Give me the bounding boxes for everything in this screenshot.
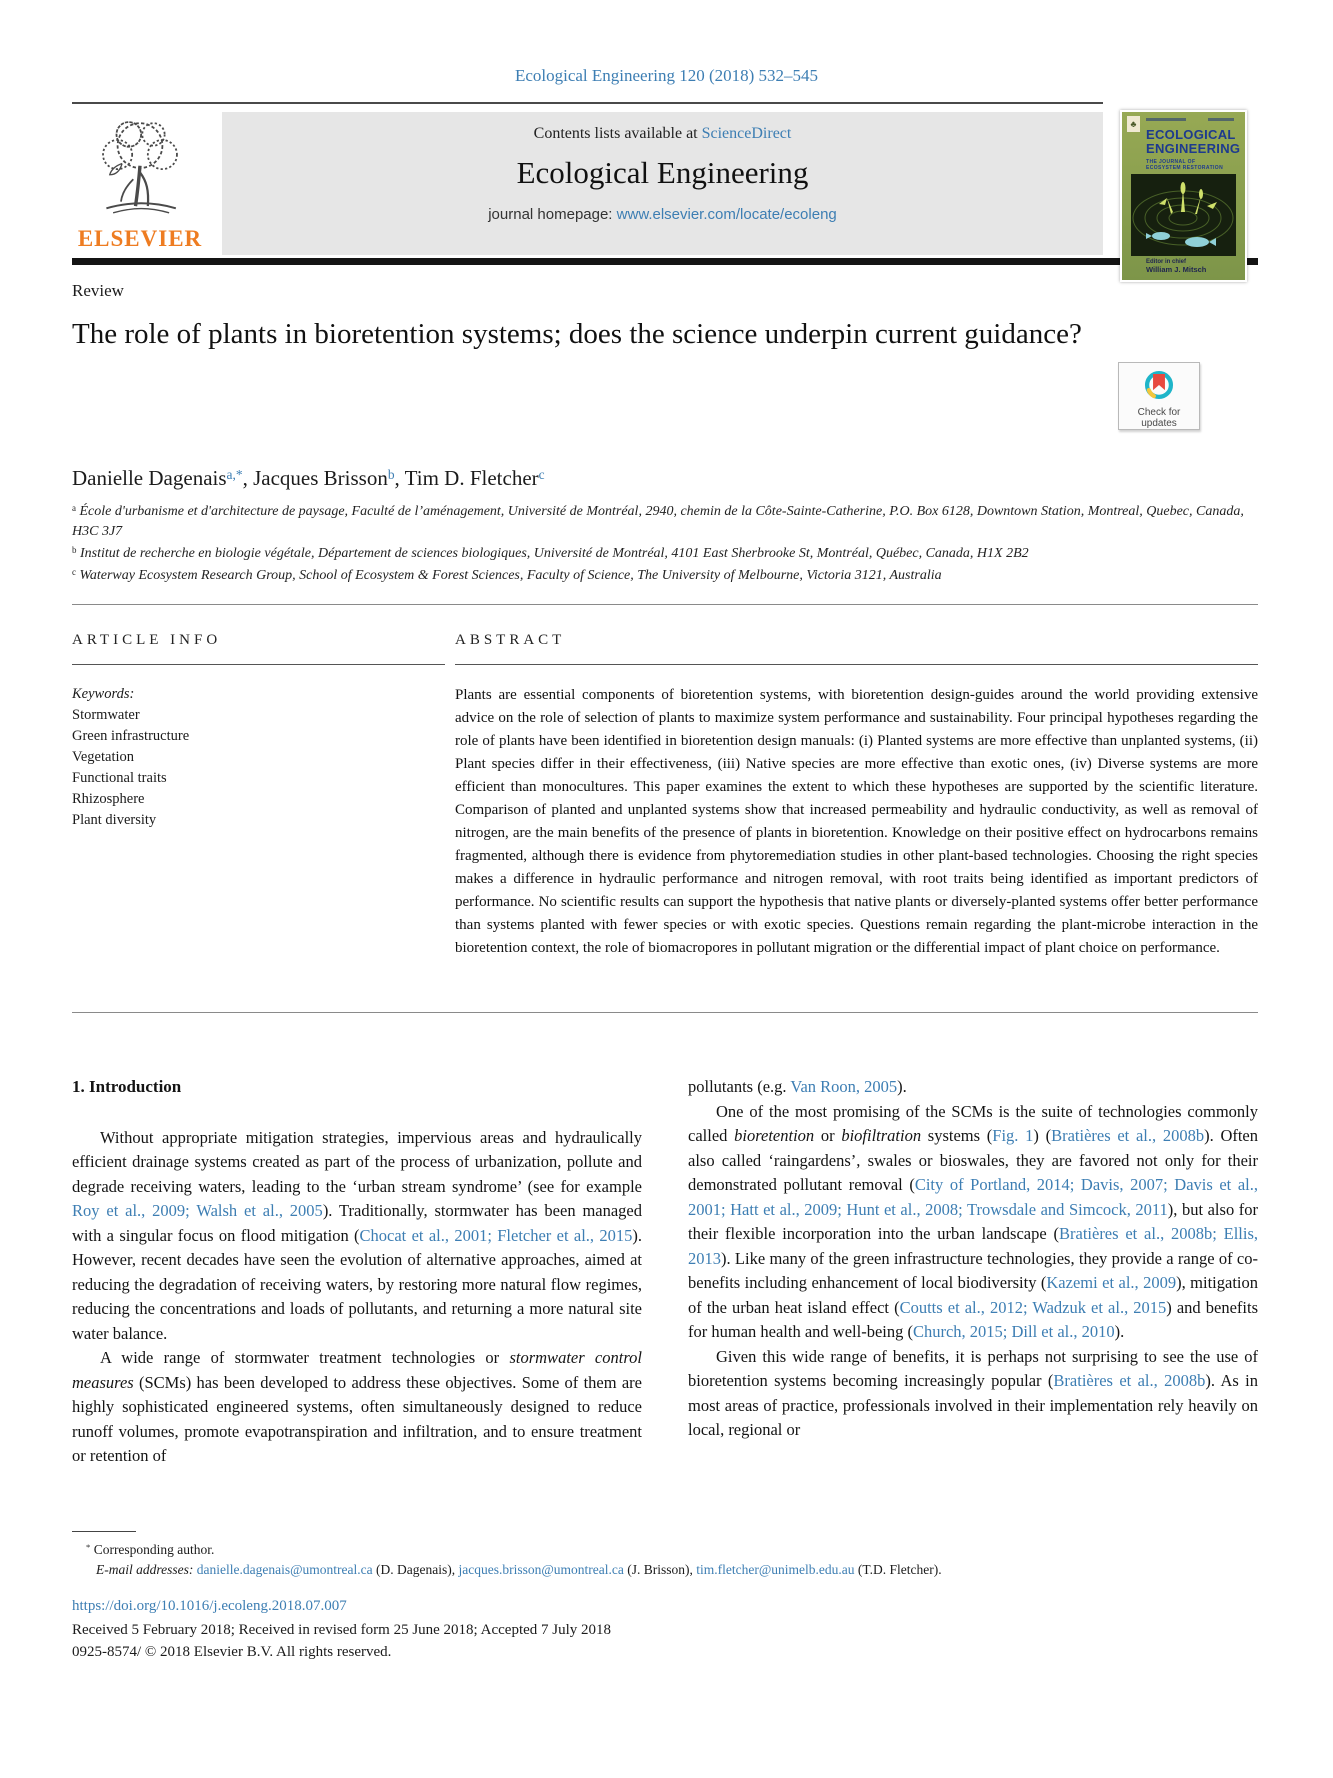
link[interactable]: Kazemi et al., 2009 [1046,1273,1177,1292]
affiliation-b: $^b$ Institut de recherche en biologie végétale, Département de sciences biologiques, Université de Montréal, 4101 East Sherbrooke St, Montréal, Québec, Canada, H1X 2B2 [72,544,1029,561]
link[interactable]: Bratières et al., 2008b [1053,1371,1206,1390]
paragraph: Without appropriate mitigation strategies, impervious areas and hydraulically efficient drainage systems created as part of the process of urbanization, pollute and degrade receiving waters, leading to the ‘urban stream syndrome’ (see for example Roy et al., 2009; Walsh et al., 2005). Traditionally, stormwater has been managed with a singular focus on flood mitigation (Chocat et al., 2001; Fletcher et al., 2015). However, recent decades have seen the evolution of alternative approaches, aimed at reducing the degradation of receiving waters, by restoring more natural flow regimes, reducing the concentrations and loads of pollutants, and returning a more natural site water balance. [72,1127,642,1343]
journal-banner [222,112,1103,255]
abstract-text: Plants are essential components of bioretention systems, with bioretention design-guides around the world providing extensive advice on the role of selection of plants to maximize system performance and sustainability. Four principal hypotheses regarding the role of plants have been identified in bioretention design manuals: (i) Planted systems are more effective than unplanted systems, (ii) Plant species differ in their effectiveness, (iii) Native species are more effective than exotic ones, (iv) Diverse systems are more efficient than monocultures. This paper examines the extent to which these hypotheses are supported by the scientific literature. Comparison of planted and unplanted systems show that increased permeability and hydraulic conductivity, as well as removal of nitrogen, are the main benefits of the presence of plants in bioretention. Knowledge on their positive effect on hydrocarbons remains fragmented, although there is evidence from phytoremediation studies in other plant-based technologies. Choosing the right species makes a difference in hydraulic performance and nitrogen removal, with root traits being identified as important predictors of performance. No scientific results can support the hypothesis that native plants or diversely-planted systems offer better performance than systems planted with fewer species or with exotic species. Questions remain regarding the plant-microbe interaction in the bioretention context, the role of biomacropores in pollutant migration or the differential impact of plant choice on performance. [455,687,1258,956]
link[interactable]: Church, 2015; Dill et al., 2010 [912,1322,1115,1341]
paragraph: Given this wide range of benefits, it is perhaps not surprising to see the use of bioretention systems becoming increasingly popular (Bratières et al., 2008b). As in most areas of practice, professionals involved in their implementation rely heavily on local, regional or [688,1346,1258,1439]
crossmark-icon [1142,368,1176,402]
email-addresses-line: E-mail addresses: danielle.dagenais@umontreal.ca (D. Dagenais), jacques.brisson@umontreal.ca (J. Brisson), tim.fletcher@unimelb.edu.au (T.D. Fletcher). [96,1562,942,1577]
abstract-heading: ABSTRACT [455,632,566,648]
cover-editor: Editor in chief William J. Mitsch [1146,259,1207,274]
link[interactable]: Chocat et al., 2001; Fletcher et al., 2015 [359,1225,633,1245]
cover-issue-info-bar [1146,118,1186,121]
journal-reference: Ecological Engineering 120 (2018) 532–545 [514,66,819,85]
article-title: The role of plants in bioretention systems; does the science underpin current guidance? [72,318,1082,350]
cover-pond-art [1131,174,1236,256]
link[interactable]: Bratières et al., 2008b; Ellis, 2013 [688,1224,1258,1268]
section-heading-introduction: 1. Introduction [72,1077,182,1096]
link[interactable]: Roy et al., 2009; Walsh et al., 2005 [72,1201,323,1220]
paragraph: pollutants (e.g. Van Roon, 2005). [688,1077,907,1096]
link[interactable]: Bratières et al., 2008b [1051,1126,1205,1145]
check-for-updates-badge[interactable] [1118,362,1200,430]
keywords-label: Keywords: [72,686,135,702]
author-list: Danielle Dagenais$^{a,*}$, Jacques Brisson$^b$, Tim D. Fletcher$^c$ [72,466,545,490]
cover-issn-bar [1208,118,1234,121]
keyword: Functional traits [72,770,167,786]
elsevier-wordmark: ELSEVIER [77,226,203,251]
link[interactable]: b [387,466,395,482]
affiliation-c: $^c$ Waterway Ecosystem Research Group, School of Ecosystem & Forest Sciences, Faculty of Science, The University of Melbourne, Victoria 3121, Australia [72,566,942,583]
cover-subtitle: THE JOURNAL OF ECOSYSTEM RESTORATION [1146,159,1224,171]
elsevier-logo[interactable] [74,112,206,254]
keyword: Stormwater [72,707,140,723]
body-right-column [688,1075,1258,1443]
link[interactable]: danielle.dagenais@umontreal.ca [196,1562,373,1577]
affiliation-a: $^a$ École d'urbanisme et d'architecture de paysage, Faculté de l’aménagement, Université de Montréal, 2940, chemin de la Côte-Sainte-Catherine, P.O. Box 6128, Downtown Station, Montreal, Quebec, Canada, H3C 3J7 [72,502,1244,539]
keyword: Rhizosphere [72,791,145,807]
footnote-rule [72,1531,136,1532]
paragraph: One of the most promising of the SCMs is the suite of technologies commonly called bioretention or biofiltration systems (Fig. 1) (Bratières et al., 2008b). Often also called ‘raingardens’, swales or bioswales, they are favored not only for their demonstrated pollutant removal (City of Portland, 2014; Davis, 2007; Davis et al., 2001; Hatt et al., 2009; Hunt et al., 2008; Trowsdale and Simcock, 2011), but also for their flexible incorporation into the urban landscape (Bratières et al., 2008b; Ellis, 2013). Like many of the green infrastructure technologies, they provide a range of co-benefits including enhancement of local biodiversity (Kazemi et al., 2009), mitigation of the urban heat island effect (Coutts et al., 2012; Wadzuk et al., 2015) and benefits for human health and well-being (Church, 2015; Dill et al., 2010). [688,1101,1259,1341]
keyword: Green infrastructure [72,728,190,744]
link[interactable]: Coutts et al., 2012; Wadzuk et al., 2015 [899,1297,1167,1317]
elsevier-tree-logo-icon [84,112,196,224]
copyright-line: 0925-8574/ © 2018 Elsevier B.V. All rights reserved. [72,1644,392,1660]
journal-cover [1122,112,1245,280]
link[interactable]: tim.fletcher@unimelb.edu.au [696,1562,855,1577]
body-left-column [72,1075,642,1469]
keyword: Plant diversity [72,812,157,828]
keyword: Vegetation [72,749,135,765]
top-rule [72,102,1103,104]
link[interactable]: jacques.brisson@umontreal.ca [458,1562,624,1577]
cover-title: ECOLOGICAL ENGINEERING [1146,127,1241,156]
received-dates-line: Received 5 February 2018; Received in revised form 25 June 2018; Accepted 7 July 2018 [72,1622,612,1638]
abstract-heading-rule [455,664,1258,665]
link[interactable]: Fig. 1 [992,1126,1034,1145]
doi-link[interactable]: https://doi.org/10.1016/j.ecoleng.2018.07.007 [72,1598,347,1614]
contents-line: Contents lists available at ScienceDirect [533,125,792,142]
article-info-top-rule [72,604,1258,605]
journal-cover-thumbnail[interactable] [1120,110,1247,282]
check-badge-label: Check for updates [1137,407,1181,429]
link[interactable]: ScienceDirect [701,125,792,142]
link[interactable]: www.elsevier.com/locate/ecoleng [616,206,837,223]
article-type-label: Review [72,281,124,300]
link[interactable]: c [538,466,545,482]
link[interactable]: City of Portland, 2014; Davis, 2007; Davis et al., 2001; Hatt et al., 2009; Hunt et al., 2008; Trowsdale and Simcock, 2011 [688,1175,1259,1219]
journal-homepage-line: journal homepage: www.elsevier.com/locate/ecoleng [488,206,837,223]
journal-title: Ecological Engineering [516,155,809,190]
article-info-heading-rule [72,664,445,665]
paragraph: A wide range of stormwater treatment technologies or stormwater control measures (SCMs) has been developed to address these objectives. Some of them are highly sophisticated engineered systems, often simultaneously designed to reduce runoff volumes, promote evapotranspiration and infiltration, and to ensure treatment or retention of [72,1348,642,1465]
abstract-bottom-rule [72,1012,1258,1013]
masthead-divider-bar [72,258,1258,265]
corresponding-author-note: * Corresponding author. [86,1542,215,1557]
affiliations [72,502,1244,588]
article-info-heading: ARTICLE INFO [72,632,222,648]
cover-elsevier-mini-logo-icon: ♣ [1127,116,1140,132]
keywords-block [72,684,432,831]
link[interactable]: a,* [226,466,243,482]
link[interactable]: Van Roon, 2005 [790,1077,898,1096]
